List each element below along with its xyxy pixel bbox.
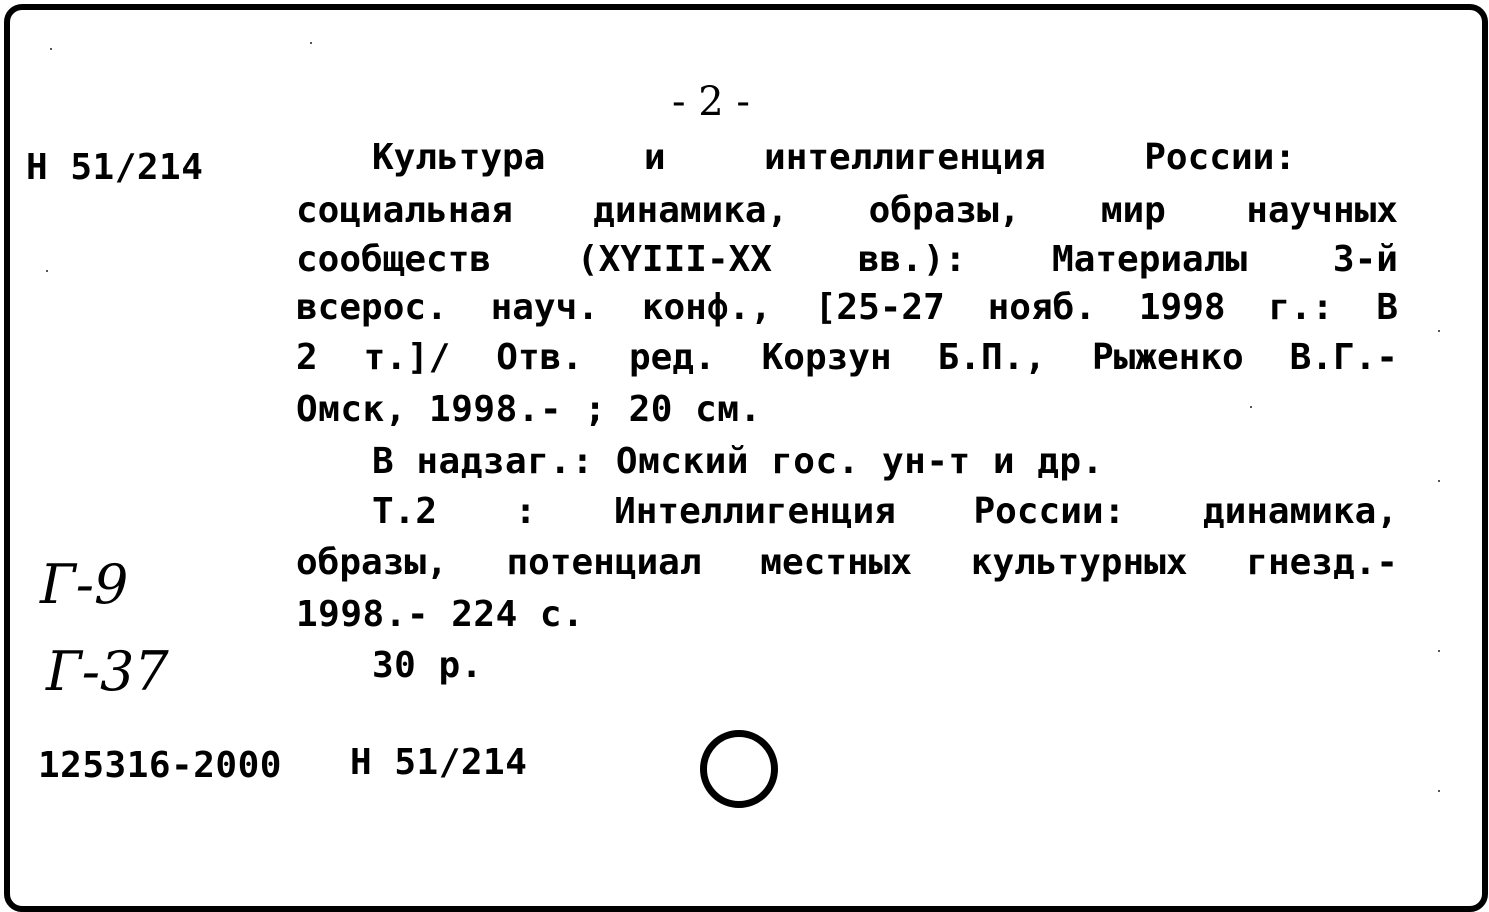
scan-speck bbox=[50, 48, 52, 50]
accession-number: 125316-2000 bbox=[38, 745, 282, 786]
scan-speck bbox=[1438, 330, 1440, 332]
entry-line-4: всерос. науч. конф., [25-27 нояб. 1998 г.: В bbox=[296, 287, 1398, 328]
price: 30 р. bbox=[372, 645, 483, 686]
note-line: В надзаг.: Омский гос. ун-т и др. bbox=[372, 441, 1104, 482]
catalog-card bbox=[4, 4, 1488, 912]
entry-line-2: социальная динамика, образы, мир научных bbox=[296, 190, 1398, 231]
volume-line-3: 1998.- 224 с. bbox=[296, 594, 585, 635]
scan-speck bbox=[46, 270, 48, 272]
volume-line-2: образы, потенциал местных культурных гнезд.- bbox=[296, 542, 1398, 583]
handwritten-code-1: Г-9 bbox=[40, 553, 129, 616]
punch-hole bbox=[700, 730, 778, 808]
handwritten-code-2: Г-37 bbox=[46, 640, 169, 703]
scan-speck bbox=[1438, 790, 1440, 792]
entry-line-3: сообществ (XYIII-XX вв.): Материалы 3-й bbox=[296, 239, 1398, 280]
scan-speck bbox=[1250, 406, 1252, 408]
footer-shelf-mark: Н 51/214 bbox=[350, 742, 528, 783]
entry-line-5: 2 т.]/ Отв. ред. Корзун Б.П., Рыженко В.Г.- bbox=[296, 337, 1398, 378]
scan-speck bbox=[1438, 650, 1440, 652]
entry-line-1: Культура и интеллигенция России: bbox=[372, 137, 1296, 178]
scan-speck bbox=[1438, 480, 1440, 482]
entry-line-6: Омск, 1998.- ; 20 см. bbox=[296, 389, 762, 430]
scan-speck bbox=[310, 42, 312, 44]
volume-line-1: Т.2 : Интеллигенция России: динамика, bbox=[372, 491, 1398, 532]
page-number: - 2 - bbox=[672, 79, 750, 125]
shelf-mark: Н 51/214 bbox=[26, 147, 204, 188]
